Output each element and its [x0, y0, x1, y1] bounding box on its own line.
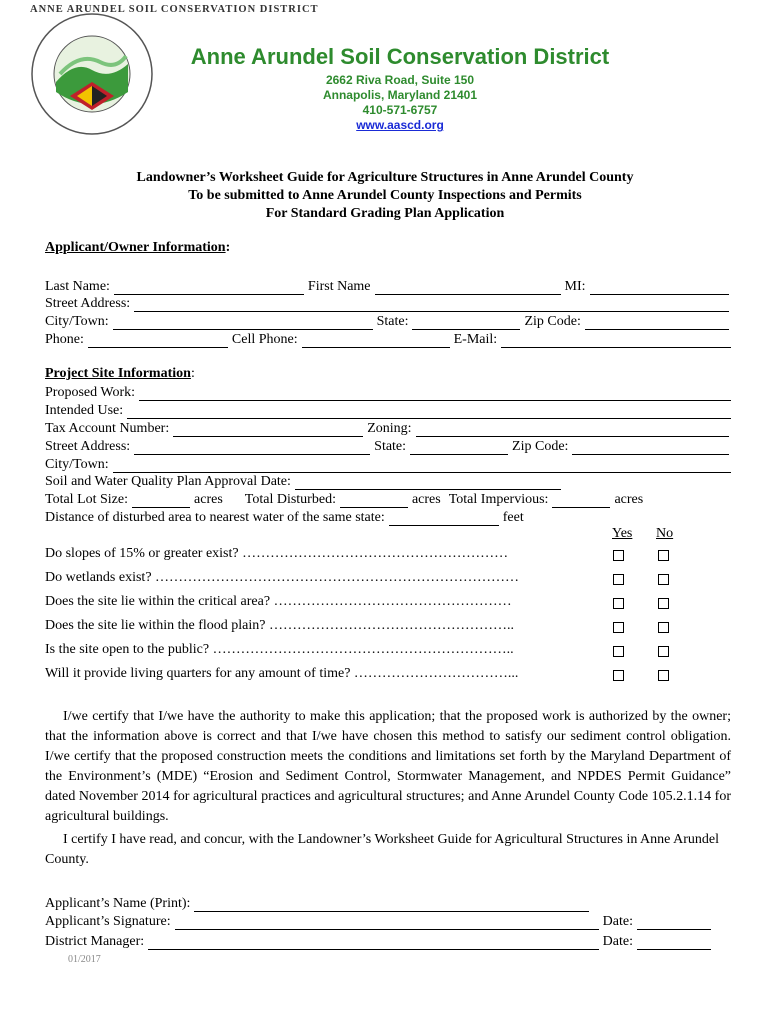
city-label: City/Town: [45, 314, 109, 329]
question-row [45, 642, 735, 660]
question-slopes: Do slopes of 15% or greater exist? ………………………………………………… [45, 546, 509, 561]
question-living-quarters: Will it provide living quarters for any amount of time? ……………………………... [45, 666, 519, 681]
manager-field[interactable] [148, 936, 599, 950]
total-disturbed-label: Total Disturbed: [244, 492, 336, 507]
question-open-to-public: Is the site open to the public? ……………………………………………………….. [45, 642, 514, 657]
doc-title-line-3: For Standard Grading Plan Application [265, 206, 505, 221]
acres-label-2: acres [411, 492, 441, 507]
zoning-label: Zoning: [367, 421, 412, 436]
no-checkbox[interactable] [658, 670, 669, 681]
city-field[interactable] [113, 316, 373, 330]
signature-field[interactable] [175, 916, 599, 930]
email-label: E-Mail: [453, 332, 498, 347]
total-lot-field[interactable] [132, 494, 190, 508]
intended-use-row [45, 401, 735, 419]
manager-date-label: Date: [602, 934, 633, 949]
street-field[interactable] [134, 298, 729, 312]
site-street-field[interactable] [134, 441, 370, 455]
yes-checkbox[interactable] [613, 598, 624, 609]
site-street-label: Street Address: [45, 439, 131, 454]
acres-label-1: acres [194, 492, 223, 507]
applicant-signature-row [45, 912, 711, 930]
phone-label: Phone: [45, 332, 84, 347]
proposed-work-row [45, 383, 735, 401]
applicant-name-row [45, 277, 733, 295]
site-zip-field[interactable] [572, 441, 729, 455]
question-wetlands: Do wetlands exist? …………………………………………………………………… [45, 570, 520, 585]
tax-account-field[interactable] [173, 423, 363, 437]
swq-date-label: Soil and Water Quality Plan Approval Date: [45, 474, 291, 489]
tax-zoning-row [45, 419, 733, 437]
site-city-label: City/Town: [45, 457, 109, 472]
signature-date-label: Date: [602, 914, 633, 929]
website-link[interactable]: www.aascd.org [356, 118, 444, 132]
first-name-field[interactable] [375, 281, 561, 295]
site-heading: Project Site Information: [45, 366, 195, 381]
site-state-field[interactable] [410, 441, 508, 455]
site-city-row [45, 455, 735, 473]
zoning-field[interactable] [416, 423, 729, 437]
distance-field[interactable] [389, 512, 499, 526]
cell-label: Cell Phone: [231, 332, 298, 347]
site-street-row [45, 437, 733, 455]
feet-label: feet [502, 510, 524, 525]
last-name-field[interactable] [114, 281, 304, 295]
zip-field[interactable] [585, 316, 729, 330]
first-name-label: First Name [307, 279, 371, 294]
yes-checkbox[interactable] [613, 622, 624, 633]
acres-label-3: acres [614, 492, 644, 507]
name-print-label: Applicant’s Name (Print): [45, 896, 191, 911]
swq-date-field[interactable] [295, 476, 561, 490]
form-revision-code: 01/2017 [68, 954, 101, 965]
signature-label: Applicant’s Signature: [45, 914, 171, 929]
swq-date-row [45, 472, 565, 490]
email-field[interactable] [501, 334, 731, 348]
manager-date-field[interactable] [637, 936, 711, 950]
signature-date-field[interactable] [637, 916, 711, 930]
site-city-field[interactable] [113, 459, 731, 473]
no-checkbox[interactable] [658, 622, 669, 633]
cell-field[interactable] [302, 334, 450, 348]
address-line-1: 2662 Riva Road, Suite 150 [325, 73, 475, 87]
yes-checkbox[interactable] [613, 670, 624, 681]
no-column-header: No [656, 526, 674, 541]
intended-use-field[interactable] [127, 405, 731, 419]
distance-row [45, 508, 733, 526]
applicant-phone-row [45, 330, 735, 348]
site-zip-label: Zip Code: [512, 439, 569, 454]
yes-column-header: Yes [612, 526, 633, 541]
street-label: Street Address: [45, 296, 131, 311]
name-print-field[interactable] [194, 898, 589, 912]
address-line-2: Annapolis, Maryland 21401 [322, 88, 478, 102]
total-lot-label: Total Lot Size: [45, 492, 129, 507]
distance-label: Distance of disturbed area to nearest water of the same state: [45, 510, 385, 525]
total-impervious-label: Total Impervious: [448, 492, 549, 507]
question-row [45, 570, 735, 588]
district-manager-row [45, 932, 711, 950]
zip-label: Zip Code: [524, 314, 581, 329]
logo-ring-text: ANNE ARUNDEL SOIL CONSERVATION DISTRICT [30, 4, 319, 15]
total-disturbed-field[interactable] [340, 494, 408, 508]
question-row [45, 594, 735, 612]
total-impervious-field[interactable] [552, 494, 610, 508]
no-checkbox[interactable] [658, 646, 669, 657]
certification-paragraph-2: I certify I have read, and concur, with the Landowner’s Worksheet Guide for Agricultural Structures in Anne Arundel County. [45, 832, 719, 867]
yes-checkbox[interactable] [613, 574, 624, 585]
applicant-street-row [45, 294, 733, 312]
mi-label: MI: [564, 279, 586, 294]
proposed-work-field[interactable] [139, 387, 731, 401]
yes-checkbox[interactable] [613, 646, 624, 657]
certification-paragraph-1: I/we certify that I/we have the authority to make this application; that the proposed work is authorized by the owner; that the information above is correct and that I/we have chosen this method to satisfy our sediment control obligation. I/we certify that the proposed construction meets the conditions and limitations set forth by the Maryland Department of the Environment’s (MDE) “Erosion and Sediment Control, Stormwater Management, and NPDES Permit Guidance” dated November 2014 for agricultural practices and agricultural structures; and Anne Arundel County Code 105.2.1.14 for agricultural buildings. [45, 709, 731, 824]
no-checkbox[interactable] [658, 550, 669, 561]
last-name-label: Last Name: [45, 279, 110, 294]
applicant-name-print-row [45, 894, 593, 912]
applicant-heading: Applicant/Owner Information: [45, 240, 231, 255]
question-row [45, 546, 735, 564]
manager-label: District Manager: [45, 934, 145, 949]
state-label: State: [376, 314, 409, 329]
site-state-label: State: [374, 439, 407, 454]
applicant-city-row [45, 312, 733, 330]
phone-number: 410-571-6757 [362, 103, 438, 117]
lot-size-row [45, 490, 733, 508]
yes-checkbox[interactable] [613, 550, 624, 561]
doc-title-line-2: To be submitted to Anne Arundel County Inspections and Permits [188, 188, 582, 203]
doc-title-line-1: Landowner’s Worksheet Guide for Agriculture Structures in Anne Arundel County [136, 170, 634, 185]
tax-account-label: Tax Account Number: [45, 421, 170, 436]
proposed-work-label: Proposed Work: [45, 385, 136, 400]
question-row [45, 666, 735, 684]
org-name: Anne Arundel Soil Conservation District [190, 44, 610, 69]
no-checkbox[interactable] [658, 574, 669, 585]
question-flood-plain: Does the site lie within the flood plain? …………………………………………….. [45, 618, 514, 633]
intended-use-label: Intended Use: [45, 403, 124, 418]
mi-field[interactable] [590, 281, 729, 295]
state-field[interactable] [412, 316, 520, 330]
question-row [45, 618, 735, 636]
question-critical-area: Does the site lie within the critical area? …………………………………………… [45, 594, 512, 609]
phone-field[interactable] [88, 334, 228, 348]
no-checkbox[interactable] [658, 598, 669, 609]
